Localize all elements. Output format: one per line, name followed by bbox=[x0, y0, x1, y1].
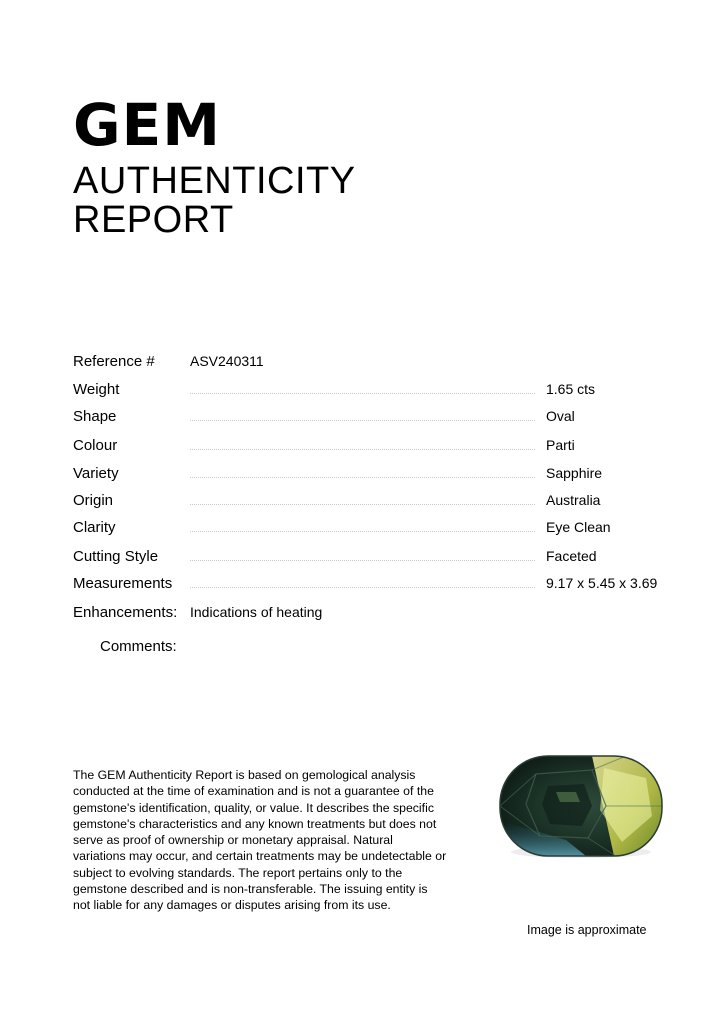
enhancements-label: Enhancements: bbox=[73, 604, 178, 621]
detail-label: Variety bbox=[73, 465, 119, 482]
reference-value: ASV240311 bbox=[190, 353, 264, 369]
detail-value: 9.17 x 5.45 x 3.69 bbox=[546, 575, 658, 591]
detail-label: Origin bbox=[73, 492, 114, 509]
reference-row bbox=[73, 353, 673, 373]
enhancements-row bbox=[73, 604, 673, 624]
detail-row-weight bbox=[73, 381, 673, 401]
detail-label: Measurements bbox=[73, 575, 173, 592]
subtitle-line-authenticity: AUTHENTICITY bbox=[73, 160, 356, 202]
detail-label: Weight bbox=[73, 381, 120, 398]
detail-row-clarity bbox=[73, 519, 673, 539]
detail-value: Faceted bbox=[546, 548, 597, 564]
detail-value: Parti bbox=[546, 437, 575, 453]
detail-label: Shape bbox=[73, 408, 117, 425]
dotted-leader bbox=[190, 449, 535, 450]
detail-value: Oval bbox=[546, 408, 575, 424]
dotted-leader bbox=[190, 504, 535, 505]
detail-label: Colour bbox=[73, 437, 118, 454]
dotted-leader bbox=[190, 420, 535, 421]
detail-value: Sapphire bbox=[546, 465, 603, 481]
subtitle-line-report: REPORT bbox=[73, 199, 234, 241]
detail-value: Australia bbox=[546, 492, 601, 508]
report-title-gem: GEM bbox=[73, 91, 221, 159]
disclaimer-text: The GEM Authenticity Report is based on gemological analysis conducted at the time of examination and is not a guarantee of the gemstone's identification, quality, or value. It describes the specific gemstone's characteristics and any known treatments but does not serve as proof of ownership or monetary appraisal. Natural variations may occur, and certain treatments may be undetectable or subject to evolving standards. The report pertains only to the gemstone described and is non-transferable. The issuing entity is not liable for any damages or disputes arising from its use. bbox=[73, 768, 447, 913]
detail-row-colour bbox=[73, 437, 673, 457]
dotted-leader bbox=[190, 560, 535, 561]
dotted-leader bbox=[190, 393, 535, 394]
comments-label: Comments: bbox=[100, 638, 177, 655]
enhancements-value: Indications of heating bbox=[190, 604, 323, 620]
reference-label: Reference # bbox=[73, 353, 155, 370]
detail-value: Eye Clean bbox=[546, 519, 611, 535]
detail-row-origin bbox=[73, 492, 673, 512]
dotted-leader bbox=[190, 477, 535, 478]
dotted-leader bbox=[190, 531, 535, 532]
gemstone-image bbox=[496, 752, 666, 860]
detail-row-shape bbox=[73, 408, 673, 428]
detail-row-measurements bbox=[73, 575, 673, 595]
detail-row-variety bbox=[73, 465, 673, 485]
dotted-leader bbox=[190, 587, 535, 588]
detail-label: Cutting Style bbox=[73, 548, 159, 565]
detail-label: Clarity bbox=[73, 519, 116, 536]
image-caption: Image is approximate bbox=[527, 923, 647, 937]
detail-row-cutting-style bbox=[73, 548, 673, 568]
report-subtitle bbox=[73, 162, 356, 240]
detail-value: 1.65 cts bbox=[546, 381, 596, 397]
